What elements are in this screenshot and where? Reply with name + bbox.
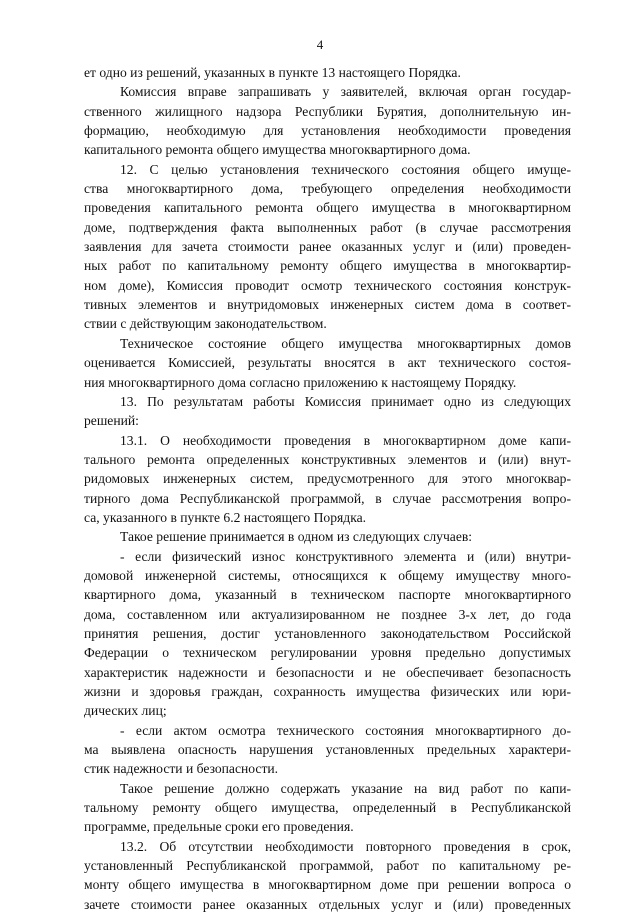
text-line: программе, предельные сроки его проведения. [84, 819, 354, 835]
paragraph [84, 527, 571, 546]
text-line: тирного дома Республиканской программой, в случае рассмотрения вопро- [84, 490, 571, 506]
text-line: квартирного дома, указанный в техническом паспорте многоквартирного [84, 587, 571, 603]
text-line: формацию, необходимую для установления необходимости проведения [84, 123, 571, 139]
text-line: 12. С целью установления технического состояния общего имуще- [120, 161, 571, 177]
text-line: капитального ремонта общего имущества многоквартирного дома. [84, 142, 471, 158]
paragraph [84, 721, 571, 779]
paragraph [84, 392, 571, 431]
text-line: оценивается Комиссией, результаты вносятся в акт технического состоя- [84, 355, 571, 371]
text-line: Техническое состояние общего имущества многоквартирных домов [120, 335, 571, 351]
page-number: 4 [316, 37, 324, 52]
text-line: дома, составленном или актуализированном не позднее 3-х лет, до года [84, 606, 571, 622]
paragraph [84, 82, 571, 159]
paragraph [84, 779, 571, 837]
text-line: Такое решение должно содержать указание на вид работ по капи- [120, 780, 571, 796]
text-line: тивных элементов и внутридомовых инженерных систем дома в соответ- [84, 297, 571, 313]
text-line: ствии с действующим законодательством. [84, 316, 327, 332]
text-line: ридомовых инженерных систем, предусмотренного для этого многоквар- [84, 471, 571, 487]
text-line: 13. По результатам работы Комиссия принимает одно из следующих [120, 393, 571, 409]
document-body [84, 63, 571, 914]
paragraph [84, 63, 571, 82]
text-line: решений: [84, 413, 139, 429]
text-line: установленный Республиканской программой, работ по капитальному ре- [84, 858, 571, 874]
paragraph [84, 431, 571, 528]
paragraph [84, 547, 571, 721]
paragraph [84, 837, 571, 914]
text-line: Комиссия вправе запрашивать у заявителей, включая орган государ- [120, 84, 571, 100]
text-line: 13.1. О необходимости проведения в многоквартирном доме капи- [120, 432, 571, 448]
text-line: жизни и здоровья граждан, сохранность имущества физических или юри- [84, 684, 571, 699]
text-line: доме, подтверждения факта выполненных работ (в случае рассмотрения [84, 219, 571, 235]
paragraph [84, 334, 571, 392]
text-line: монту общего имущества в многоквартирном доме при решении вопроса о [84, 877, 571, 893]
text-line: зачете стоимости ранее оказанных отдельных услуг и (или) проведенных [84, 896, 571, 912]
text-line: ственного жилищного надзора Республики Бурятия, дополнительную ин- [84, 103, 571, 119]
text-line: Федерации о техническом регулировании уровня предельно допустимых [84, 645, 571, 661]
text-line: 13.2. Об отсутствии необходимости повторного проведения в срок, [120, 838, 571, 854]
text-line: ма выявлена опасность нарушения установленных предельных характери- [84, 742, 571, 758]
text-line: - если физический износ конструктивного элемента и (или) внутри- [120, 548, 571, 564]
text-line: ном доме), Комиссия проводит осмотр технического состояния конструк- [84, 277, 571, 293]
text-line: ства многоквартирного дома, требующего определения необходимости [84, 181, 571, 197]
text-line: ния многоквартирного дома согласно приложению к настоящему Порядку. [84, 374, 517, 390]
text-line: тальному ремонту общего имущества, определенный в Республиканской [84, 800, 571, 816]
text-line: Такое решение принимается в одном из следующих случаев: [120, 529, 473, 545]
text-line: дических лиц; [84, 703, 167, 719]
paragraph [84, 160, 571, 334]
text-line: стик надежности и безопасности. [84, 761, 279, 777]
text-line: - если актом осмотра технического состояния многоквартирного до- [120, 722, 571, 738]
text-line: заявления для зачета стоимости ранее оказанных услуг и (или) проведен- [84, 239, 571, 255]
text-line: ных работ по капитальному ремонту общего имущества в многоквартир- [84, 258, 571, 274]
text-line: домовой инженерной системы, относящихся к общему имуществу много- [84, 567, 571, 583]
text-line: са, указанного в пункте 6.2 настоящего Порядка. [84, 509, 367, 525]
text-line: ет одно из решений, указанных в пункте 13 настоящего Порядка. [84, 65, 461, 80]
text-line: проведения капитального ремонта общего имущества в многоквартирном [84, 200, 571, 216]
text-line: тального ремонта определенных конструктивных элементов и (или) внут- [84, 451, 571, 467]
text-line: принятия решения, достиг установленного законодательством Российской [84, 625, 571, 641]
text-line: характеристик надежности и безопасности и не обеспечивает безопасность [84, 664, 571, 680]
